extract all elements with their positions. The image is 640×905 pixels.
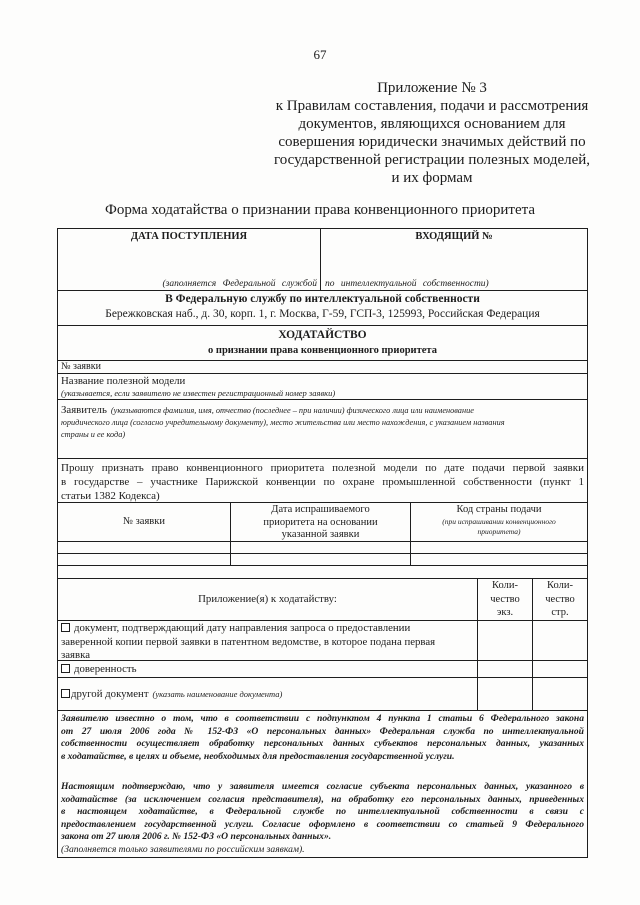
priority-col-date-line: приоритета на основании bbox=[263, 516, 378, 528]
checkbox-other-document[interactable] bbox=[61, 689, 70, 698]
appendix-line: документов, являющихся основанием для bbox=[298, 116, 566, 132]
attachment-name-cell bbox=[58, 678, 478, 710]
applicant-first-line bbox=[61, 402, 474, 417]
priority-cell-application-number[interactable] bbox=[58, 554, 231, 565]
pages-header-line: Коли- bbox=[547, 580, 573, 591]
appendix-header bbox=[270, 79, 594, 187]
priority-col-date-line: Дата испрашиваемого bbox=[271, 504, 370, 515]
spacer-row bbox=[58, 566, 587, 579]
addressee-address: Бережковская наб., д. 30, корп. 1, г. Москва, Г-59, ГСП-3, 125993, Российская Федерация bbox=[105, 308, 540, 320]
pages-header-line: стр. bbox=[551, 607, 569, 618]
priority-table-row bbox=[58, 542, 587, 554]
petition-title-row bbox=[58, 326, 587, 361]
applicant-note: (указываются фамилия, имя, отчество (последнее – при наличии) физического лица или наименование bbox=[110, 406, 474, 415]
priority-table-row bbox=[58, 554, 587, 566]
attachment-pages-cell[interactable] bbox=[533, 621, 587, 660]
consent-footnote: (Заполняется только заявителями по российским заявкам). bbox=[61, 844, 305, 855]
consent-line: в настоящем ходатайстве, в Федеральной службе по интеллектуальной собственности в связи с bbox=[61, 806, 584, 818]
consent-line: от 27 июля 2006 года № 152-ФЗ «О персональных данных» Федеральная служба по интеллектуальной bbox=[61, 725, 584, 737]
consent-line: Заявителю известно о том, что в соответствии с подпунктом 4 пункта 1 статьи 6 Федерального закона bbox=[61, 713, 584, 724]
attachment-document-text bbox=[61, 622, 475, 660]
priority-header-application-number bbox=[58, 503, 231, 541]
incoming-number-header: ВХОДЯЩИЙ № bbox=[415, 231, 493, 242]
priority-cell-application-number[interactable] bbox=[58, 542, 231, 553]
applicant-note: юридического лица (согласно учредительному документу), место жительства или место нахождения, с указанием названия bbox=[61, 418, 505, 427]
attachment-other-line bbox=[61, 686, 282, 701]
applicant-row[interactable] bbox=[58, 400, 587, 459]
request-line: статьи 1382 Кодекса) bbox=[61, 490, 160, 502]
attachment-power-of-attorney: доверенность bbox=[74, 663, 137, 675]
addressee-name: В Федеральную службу по интеллектуальной собственности bbox=[165, 293, 480, 305]
priority-header-country bbox=[411, 503, 587, 541]
application-number-label: № заявки bbox=[61, 361, 101, 372]
attachment-other-document-note: (указать наименование документа) bbox=[152, 689, 283, 699]
appendix-line: к Правилам составления, подачи и рассмотрения bbox=[275, 98, 589, 114]
applicant-label: Заявитель bbox=[61, 404, 107, 416]
request-line: в государстве – участнике Парижской конвенции по охране промышленной собственности (пункт 1 bbox=[61, 476, 584, 488]
petition-form-table bbox=[57, 228, 588, 858]
priority-col-country-note-line: приоритета) bbox=[477, 526, 521, 536]
incoming-number-cell[interactable] bbox=[321, 229, 587, 290]
attachment-row-document bbox=[58, 621, 587, 661]
consent-row bbox=[58, 711, 587, 857]
attachment-copies-cell[interactable] bbox=[478, 621, 533, 660]
pages-header-line: чество bbox=[545, 593, 575, 605]
attachment-row-other bbox=[58, 678, 587, 711]
attachment-copies-cell[interactable] bbox=[478, 678, 533, 710]
priority-col-country-note bbox=[411, 517, 587, 536]
attachment-copies-cell[interactable] bbox=[478, 661, 533, 677]
priority-col-date bbox=[231, 504, 410, 541]
copies-header-line: Коли- bbox=[492, 580, 518, 591]
receipt-row bbox=[58, 229, 587, 291]
copies-header-line: экз. bbox=[496, 607, 514, 618]
priority-header-date bbox=[231, 503, 411, 541]
attachment-document-line: заявка bbox=[61, 649, 90, 660]
receipt-note-left: (заполняется Федеральной службой bbox=[162, 279, 317, 289]
utility-model-note: (указывается, если заявителю не известен регистрационный номер заявки) bbox=[61, 388, 336, 398]
priority-cell-country-code[interactable] bbox=[411, 542, 587, 553]
attachment-document-line-text: документ, подтверждающий дату направления запроса о предоставлении bbox=[74, 622, 411, 634]
priority-cell-country-code[interactable] bbox=[411, 554, 587, 565]
request-text bbox=[61, 461, 584, 503]
checkbox-power-of-attorney[interactable] bbox=[61, 664, 70, 673]
consent-line: собственности осуществляет обработку персональных данных субъектов персональных данных, указанных bbox=[61, 738, 584, 750]
request-line: Прошу признать право конвенционного приоритета полезной модели по дате подачи первой заявки bbox=[61, 462, 584, 474]
copies-header bbox=[478, 579, 532, 620]
appendix-line: совершения юридически значимых действий по bbox=[278, 134, 586, 150]
attachment-document-line bbox=[61, 622, 475, 636]
consent-line: ходатайстве (за исключением согласия представителя), на обработку его персональных данных, приведенных bbox=[61, 793, 584, 805]
utility-model-label: Название полезной модели bbox=[61, 375, 186, 387]
applicant-note: страны и ее кода) bbox=[61, 430, 126, 439]
attachment-power-of-attorney-line bbox=[61, 662, 137, 676]
receipt-date-cell[interactable] bbox=[58, 229, 321, 290]
attachment-pages-cell[interactable] bbox=[533, 678, 587, 710]
attachment-document-line: заверенной копии первой заявки в патентном ведомстве, в которое подана первая bbox=[61, 635, 436, 648]
application-number-row[interactable] bbox=[58, 361, 587, 374]
priority-cell-date[interactable] bbox=[231, 542, 411, 553]
receipt-note-right: по интеллектуальной собственности) bbox=[325, 279, 489, 289]
attachments-header-cell bbox=[58, 579, 478, 620]
appendix-line: и их формам bbox=[391, 170, 473, 186]
copies-header-line: чество bbox=[490, 593, 520, 605]
consent-line: Настоящим подтверждаю, что у заявителя имеется согласие субъекта персональных данных, указанного в bbox=[61, 781, 584, 792]
priority-col-country-note-line: (при испрашивании конвенционного bbox=[442, 517, 556, 526]
priority-col-date-line: указанной заявки bbox=[281, 529, 360, 540]
attachment-other-document: другой документ bbox=[71, 688, 149, 700]
consent-line: в ходатайстве, в целях и объеме, необходимых для предоставления государственной услуги. bbox=[61, 750, 455, 762]
attachment-pages-cell[interactable] bbox=[533, 661, 587, 677]
copies-header-cell bbox=[478, 579, 533, 620]
priority-col-country-code: Код страны подачи bbox=[456, 504, 542, 515]
attachments-header-row bbox=[58, 579, 587, 621]
attachment-name-cell bbox=[58, 661, 478, 677]
checkbox-document[interactable] bbox=[61, 623, 70, 632]
form-title: Форма ходатайства о признании права конвенционного приоритета bbox=[104, 202, 536, 218]
priority-table-header bbox=[58, 503, 587, 542]
petition-title: ХОДАТАЙСТВО bbox=[278, 329, 367, 341]
priority-cell-date[interactable] bbox=[231, 554, 411, 565]
appendix-line: государственной регистрации полезных моделей, bbox=[273, 152, 591, 168]
receipt-date-header: ДАТА ПОСТУПЛЕНИЯ bbox=[130, 231, 248, 242]
consent-line: предоставлением государственной услуги. Согласие оформлено в соответствии со статьей 9 Федерального bbox=[61, 818, 584, 830]
utility-model-row[interactable] bbox=[58, 374, 587, 400]
consent-paragraph-2 bbox=[61, 781, 584, 844]
page-number: 67 bbox=[313, 47, 327, 62]
petition-subtitle: о признании права конвенционного приоритета bbox=[208, 345, 437, 356]
attachment-name-cell bbox=[58, 621, 478, 660]
attachments-header: Приложение(я) к ходатайству: bbox=[198, 593, 337, 605]
pages-header-cell bbox=[533, 579, 587, 620]
addressee-row bbox=[58, 291, 587, 326]
priority-col-application-number: № заявки bbox=[123, 516, 165, 527]
appendix-line: Приложение № 3 bbox=[377, 80, 487, 96]
pages-header bbox=[533, 579, 587, 620]
request-row bbox=[58, 459, 587, 503]
attachment-row-power-of-attorney bbox=[58, 661, 587, 678]
consent-line: закона от 27 июля 2006 г. № 152-ФЗ «О персональных данных». bbox=[61, 831, 332, 843]
consent-paragraph-1 bbox=[61, 713, 584, 763]
